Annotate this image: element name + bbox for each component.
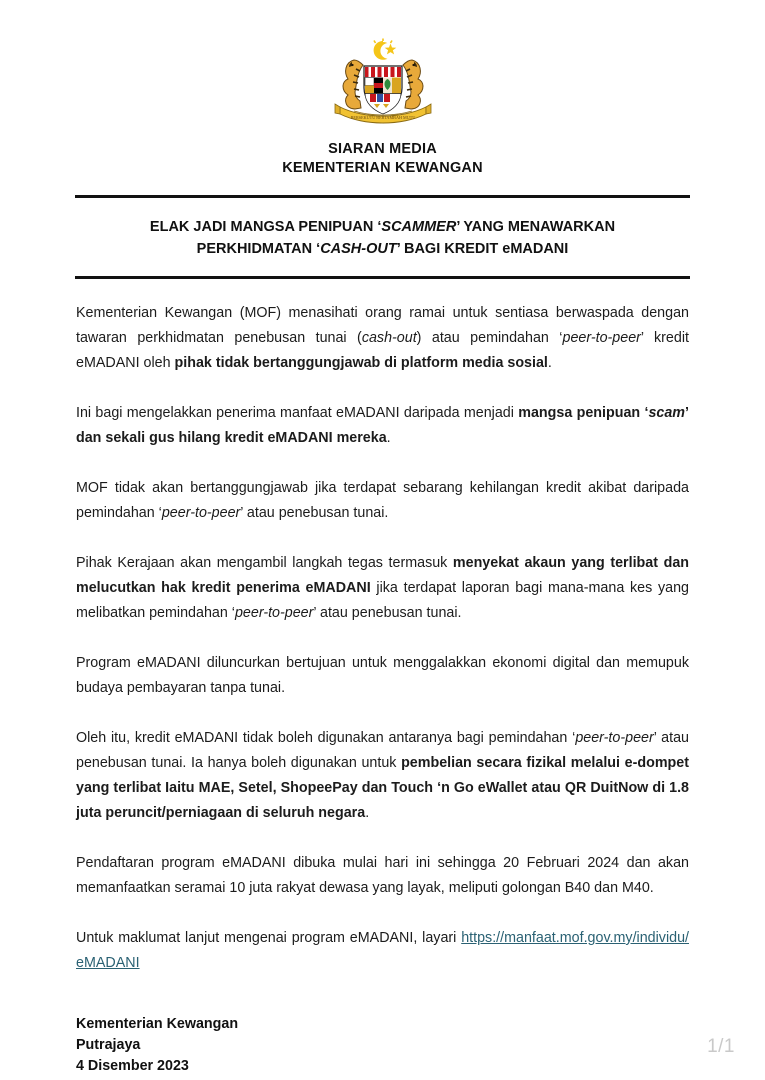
paragraph-8: Untuk maklumat lanjut mengenai program eMADANI, layari https://manfaat.mof.gov.my/individu/eMADANI (76, 930, 689, 971)
tiger-left-icon (343, 60, 363, 109)
paragraph-4: Pihak Kerajaan akan mengambil langkah tegas termasuk menyekat akaun yang terlibat dan melucutkan hak kredit penerima eMADANI jika terdapat laporan bagi mana-mana kes yang melibatkan pemindahan ‘peer-to-peer’ atau penebusan tunai. (76, 555, 690, 621)
title-line-1: ELAK JADI MANGSA PENIPUAN ‘SCAMMER’ YANG MENAWARKAN (149, 219, 616, 235)
page-number: 1/1 (707, 1036, 735, 1057)
paragraph-2: Ini bagi mengelakkan penerima manfaat eMADANI daripada menjadi mangsa penipuan ‘scam’ dan sekali gus hilang kredit eMADANI mereka. (76, 405, 689, 446)
signature-date: 4 Disember 2023 (76, 1058, 189, 1074)
header-line-ministry: KEMENTERIAN KEWANGAN (282, 160, 483, 176)
shield-icon (364, 66, 402, 114)
tiger-right-icon (403, 60, 423, 109)
paragraph-1: Kementerian Kewangan (MOF) menasihati orang ramai untuk sentiasa berwaspada dengan tawaran perkhidmatan penebusan tunai (cash-out) atau pemindahan ‘peer-to-peer’ kredit eMADANI oleh pihak tidak bertanggungjawab di platform media sosial. (76, 305, 689, 371)
header-line-siaran-media: SIARAN MEDIA (328, 141, 437, 157)
signature-block (76, 1014, 689, 1077)
paragraph-6: Oleh itu, kredit eMADANI tidak boleh digunakan antaranya bagi pemindahan ‘peer-to-peer’ atau penebusan tunai. Ia hanya boleh digunakan untuk pembelian secara fizikal melalui e-dompet yang terlibat Iaitu MAE, Setel, ShopeePay dan Touch ‘n Go eWallet atau QR DuitNow di 1.8 juta peruncit/perniagaan di seluruh negara. (76, 730, 689, 821)
crest-container (0, 0, 765, 126)
emadani-link[interactable]: https://manfaat.mof.gov.my/individu/eMADANI (76, 930, 689, 971)
svg-text:BERSEKUTU BERTAMBAH MUTU: BERSEKUTU BERTAMBAH MUTU (350, 115, 415, 120)
paragraph-7: Pendaftaran program eMADANI dibuka mulai hari ini sehingga 20 Februari 2024 dan akan memanfaatkan seramai 10 juta rakyat dewasa yang layak, meliputi golongan B40 dan M40. (76, 855, 689, 896)
document-body (76, 279, 689, 976)
header-titles (0, 140, 765, 178)
divider-top (75, 195, 690, 198)
signature-city: Putrajaya (76, 1037, 141, 1053)
malaysian-coat-of-arms-icon (324, 38, 442, 126)
signature-ministry: Kementerian Kewangan (76, 1016, 239, 1032)
title-line-2: PERKHIDMATAN ‘CASH-OUT’ BAGI KREDIT eMADANI (196, 241, 569, 257)
page-title (0, 216, 765, 260)
paragraph-3: MOF tidak akan bertanggungjawab jika terdapat sebarang kehilangan kredit akibat daripada pemindahan ‘peer-to-peer’ atau penebusan tunai. (76, 480, 689, 521)
paragraph-5: Program eMADANI diluncurkan bertujuan untuk menggalakkan ekonomi digital dan memupuk budaya pembayaran tanpa tunai. (76, 655, 689, 696)
